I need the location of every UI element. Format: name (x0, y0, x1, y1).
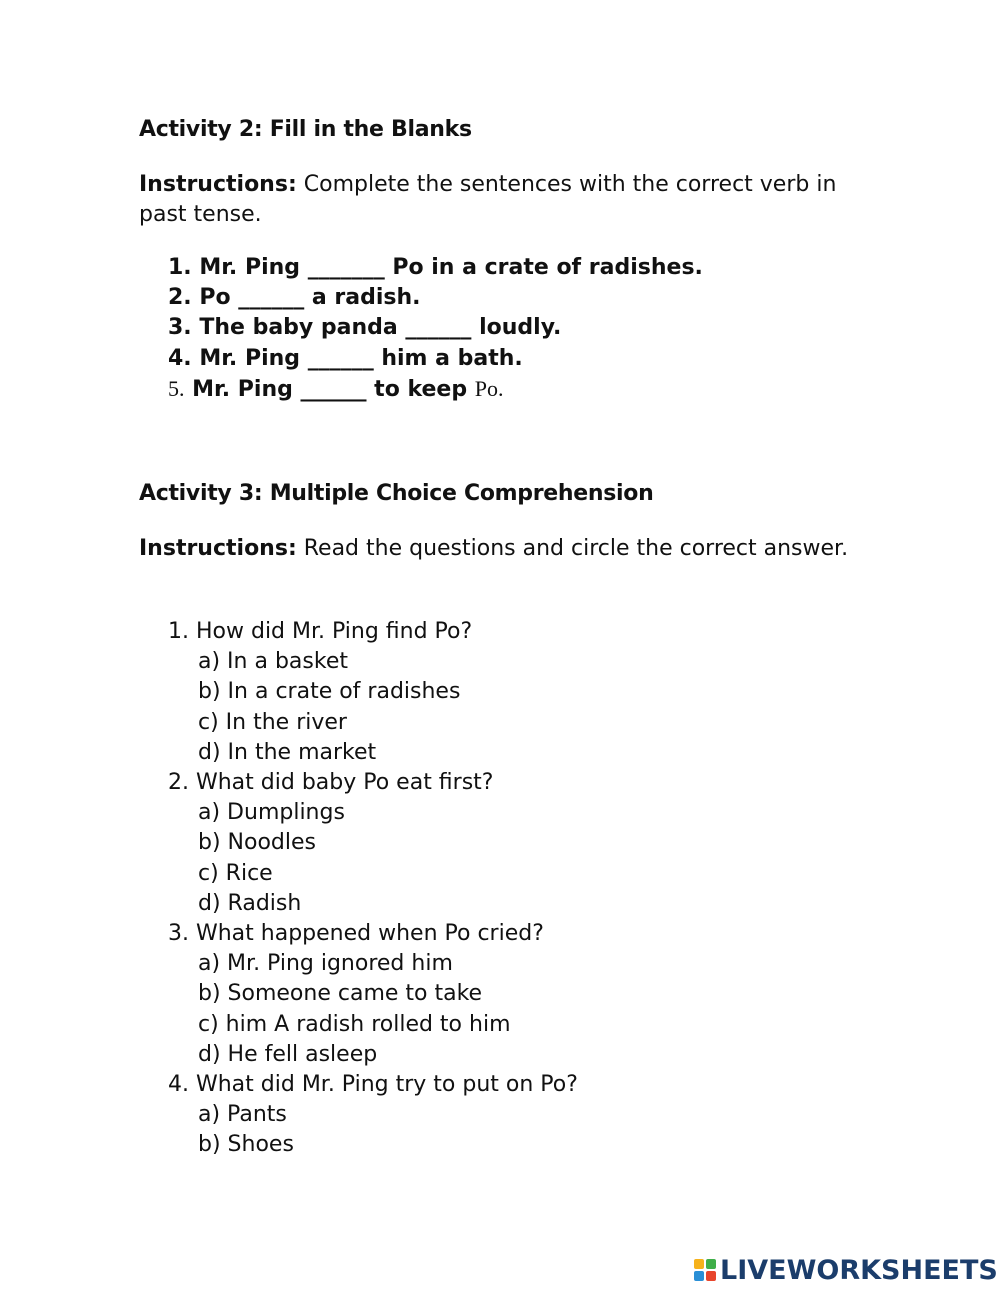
instructions-label: Instructions: (139, 536, 297, 561)
activity-2-title: Activity 2: Fill in the Blanks (139, 117, 472, 142)
answer-option[interactable]: a) In a basket (198, 649, 348, 675)
liveworksheets-logo[interactable] (694, 1256, 998, 1284)
answer-option[interactable]: d) He fell asleep (198, 1041, 378, 1067)
instructions-text: Read the questions and circle the correct answer. (296, 536, 849, 561)
answer-option[interactable]: c) him A radish rolled to him (198, 1011, 511, 1037)
answer-option[interactable]: a) Mr. Ping ignored him (198, 951, 453, 977)
activity-3-title: Activity 3: Multiple Choice Comprehension (139, 481, 654, 506)
multiple-choice-list (168, 617, 578, 1161)
list-item[interactable]: 5. Mr. Ping ______ to keep Po. (168, 375, 504, 402)
question-item: 3. What happened when Po cried? (168, 921, 544, 947)
list-item[interactable]: 3. The baby panda ______ loudly. (168, 315, 562, 341)
answer-option[interactable]: b) Noodles (198, 830, 316, 856)
answer-option[interactable]: b) Shoes (198, 1132, 294, 1158)
instructions-label: Instructions: (139, 172, 297, 197)
answer-option[interactable]: a) Dumplings (198, 800, 345, 826)
question-item: 4. What did Mr. Ping try to put on Po? (168, 1072, 578, 1098)
activity-3-instructions (139, 534, 859, 564)
fill-blanks-list (168, 253, 703, 405)
question-item: 2. What did baby Po eat first? (168, 770, 494, 796)
activity-2-instructions (139, 170, 859, 230)
answer-option[interactable]: c) In the river (198, 709, 347, 735)
list-item[interactable]: 2. Po ______ a radish. (168, 285, 421, 311)
liveworksheets-logo-icon (694, 1259, 716, 1281)
answer-option[interactable]: b) Someone came to take (198, 981, 483, 1007)
answer-option[interactable]: d) Radish (198, 890, 302, 916)
answer-option[interactable]: a) Pants (198, 1102, 287, 1128)
answer-option[interactable]: b) In a crate of radishes (198, 679, 461, 705)
list-item[interactable]: 1. Mr. Ping _______ Po in a crate of radishes. (168, 255, 703, 280)
answer-option[interactable]: c) Rice (198, 860, 273, 886)
list-item[interactable]: 4. Mr. Ping ______ him a bath. (168, 345, 523, 371)
logo-text: LIVEWORKSHEETS (720, 1254, 998, 1286)
answer-option[interactable]: d) In the market (198, 739, 377, 765)
question-item: 1. How did Mr. Ping find Po? (168, 619, 473, 644)
instructions-text: Complete the sentences with the correct verb in past tense. (139, 172, 837, 227)
